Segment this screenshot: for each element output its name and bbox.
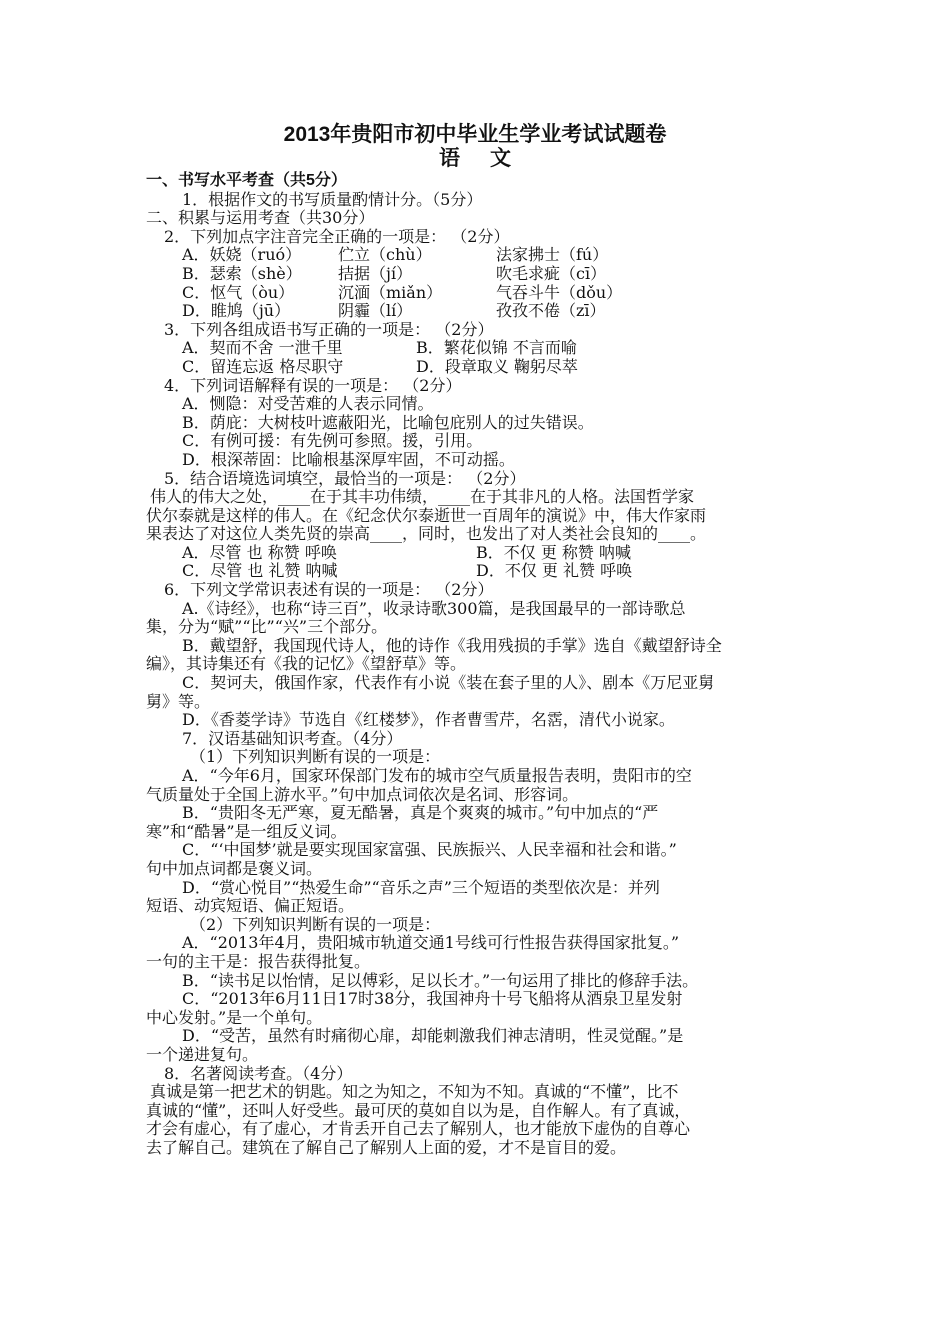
question-8-passage-line: 去了解自己。建筑在了解自己了解别人上面的爱，才不是盲目的爱。 <box>146 1137 627 1157</box>
question-2-stem: 2．下列加点字注音完全正确的一项是： （2分） <box>164 226 510 246</box>
question-7-stem: 7．汉语基础知识考查。（4分） <box>182 728 403 748</box>
question-4-option-a: A．恻隐：对受苦难的人表示同情。 <box>182 394 434 414</box>
exam-content <box>146 172 816 1157</box>
question-8-stem: 8．名著阅读考查。（4分） <box>164 1063 353 1083</box>
question-6-line: B．戴望舒，我国现代诗人，他的诗作《我用残损的手掌》选自《戴望舒诗全 <box>182 635 722 655</box>
question-7-sub1-line: 短语、动宾短语、偏正短语。 <box>146 896 355 916</box>
question-7-sub1-line: 寒”和“酷暑”是一组反义词。 <box>146 821 347 841</box>
question-7-sub2-line: 一个递进复句。 <box>146 1044 259 1064</box>
question-6-line: A.《诗经》，也称“诗三百”，收录诗歌300篇，是我国最早的一部诗歌总 <box>182 598 686 618</box>
question-1: 1．根据作文的书写质量酌情计分。（5分） <box>182 189 483 209</box>
question-7-sub1-line: C．“‘中国梦’就是要实现国家富强、民族振兴、人民幸福和社会和谐。” <box>182 840 677 860</box>
exam-title: 2013年贵阳市初中毕业生学业考试试题卷 <box>283 123 667 146</box>
question-7-sub2-line: B．“读书足以怡情，足以傅彩，足以长才。”一句运用了排比的修辞手法。 <box>182 970 699 990</box>
question-5-passage-line: 伟人的伟大之处，____在于其丰功伟绩，____在于其非凡的人格。法国哲学家 <box>150 487 695 507</box>
question-6-line: D．《香菱学诗》节选自《红楼梦》，作者曹雪芹，名霑，清代小说家。 <box>182 710 675 730</box>
question-5-passage-line: 果表达了对这位人类先贤的崇高____，同时，也发出了对人类社会良知的____。 <box>146 524 707 544</box>
question-5-options-ab: A．尽管 也 称赞 呼唤 B．不仅 更 称赞 呐喊 <box>182 542 632 562</box>
question-7-sub1-line: 句中加点词都是褒义词。 <box>146 858 323 878</box>
question-7-sub2-line: A．“2013年4月，贵阳城市轨道交通1号线可行性报告获得国家批复。” <box>182 933 679 953</box>
question-7-sub1-line: 气质量处于全国上游水平。”句中加点词依次是名词、形容词。 <box>146 784 579 804</box>
question-5-passage-line: 伏尔泰就是这样的伟人。在《纪念伏尔泰逝世一百周年的演说》中，伟大作家雨 <box>146 505 707 525</box>
question-2-option-a: A．妖娆（ruó） 伫立（chù） 法家拂士（fú） <box>182 245 609 265</box>
question-3-options-cd: C．留连忘返 格尽职守 D．段章取义 鞠躬尽萃 <box>182 356 578 376</box>
question-5-options-cd: C．尽管 也 礼赞 呐喊 D．不仅 更 礼赞 呼唤 <box>182 561 633 581</box>
question-7-sub1-line: D．“赏心悦目”“热爱生命”“音乐之声”三个短语的类型依次是：并列 <box>182 877 660 897</box>
question-6-stem: 6．下列文学常识表述有误的一项是： （2分） <box>164 580 494 600</box>
question-6-line: 舅》等。 <box>146 691 211 711</box>
question-7-sub2-line: C．“2013年6月11日17时38分，我国神舟十号飞船将从酒泉卫星发射 <box>182 989 683 1009</box>
question-6-line: C．契诃夫，俄国作家，代表作有小说《装在套子里的人》、剧本《万尼亚舅 <box>182 673 715 693</box>
question-6-line: 编》，其诗集还有《我的记忆》《望舒草》等。 <box>146 654 467 674</box>
question-4-stem: 4．下列词语解释有误的一项是： （2分） <box>164 375 462 395</box>
question-7-sub1-line: B．“贵阳冬无严寒，夏无酷暑，真是个爽爽的城市。”句中加点的“严 <box>182 803 659 823</box>
question-7-sub2: （2）下列知识判断有误的一项是： <box>190 914 441 934</box>
question-7-sub1-line: A．“今年6月，国家环保部门发布的城市空气质量报告表明，贵阳市的空 <box>182 766 692 785</box>
question-7-sub2-line: 中心发射。”是一个单句。 <box>146 1007 323 1027</box>
question-7-sub2-line: 一句的主干是：报告获得批复。 <box>146 951 371 971</box>
question-5-stem: 5．结合语境选词填空，最恰当的一项是： （2分） <box>164 468 526 488</box>
question-4-option-b: B．荫庇：大树枝叶遮蔽阳光，比喻包庇别人的过失错误。 <box>182 412 594 432</box>
question-8-passage-line: 才会有虚心，有了虚心，才肯丢开自己去了解别人，也才能放下虚伪的自尊心 <box>146 1119 691 1139</box>
section-1-heading: 一、书写水平考查（共5分） <box>146 172 347 189</box>
question-2-option-d: D．睢鸠（jū） 阴霾（lí） 孜孜不倦（zī） <box>182 301 606 321</box>
question-3-stem: 3．下列各组成语书写正确的一项是： （2分） <box>164 319 494 339</box>
question-4-option-d: D．根深蒂固：比喻根基深厚牢固，不可动摇。 <box>182 449 515 469</box>
question-7-sub1: （1）下列知识判断有误的一项是： <box>190 747 441 767</box>
question-3-options-ab: A．契而不舍 一泄千里 B．繁花似锦 不言而喻 <box>182 338 577 358</box>
question-8-passage-line: 真诚的“懂”，还叫人好受些。最可厌的莫如自以为是，自作解人。有了真诚， <box>146 1100 691 1120</box>
section-2-heading: 二、积累与运用考查（共30分） <box>146 208 375 228</box>
question-7-sub2-line: D．“受苦，虽然有时痛彻心扉，却能刺激我们神志清明，性灵觉醒。”是 <box>182 1026 684 1046</box>
question-2-option-c: C．怄气（òu） 沉湎（miǎn） 气吞斗牛（dǒu） <box>182 282 623 302</box>
question-6-line: 集，分为“赋”“比”“兴”三个部分。 <box>146 617 388 637</box>
question-8-passage-line: 真诚是第一把艺术的钥匙。知之为知之，不知为不知。真诚的“不懂”，比不 <box>150 1082 679 1102</box>
question-2-option-b: B．瑟索（shè） 拮据（jí） 吹毛求疵（cī） <box>182 263 607 283</box>
question-4-option-c: C．有例可援：有先例可参照。援，引用。 <box>182 431 483 451</box>
exam-subject: 语文 <box>439 147 541 170</box>
